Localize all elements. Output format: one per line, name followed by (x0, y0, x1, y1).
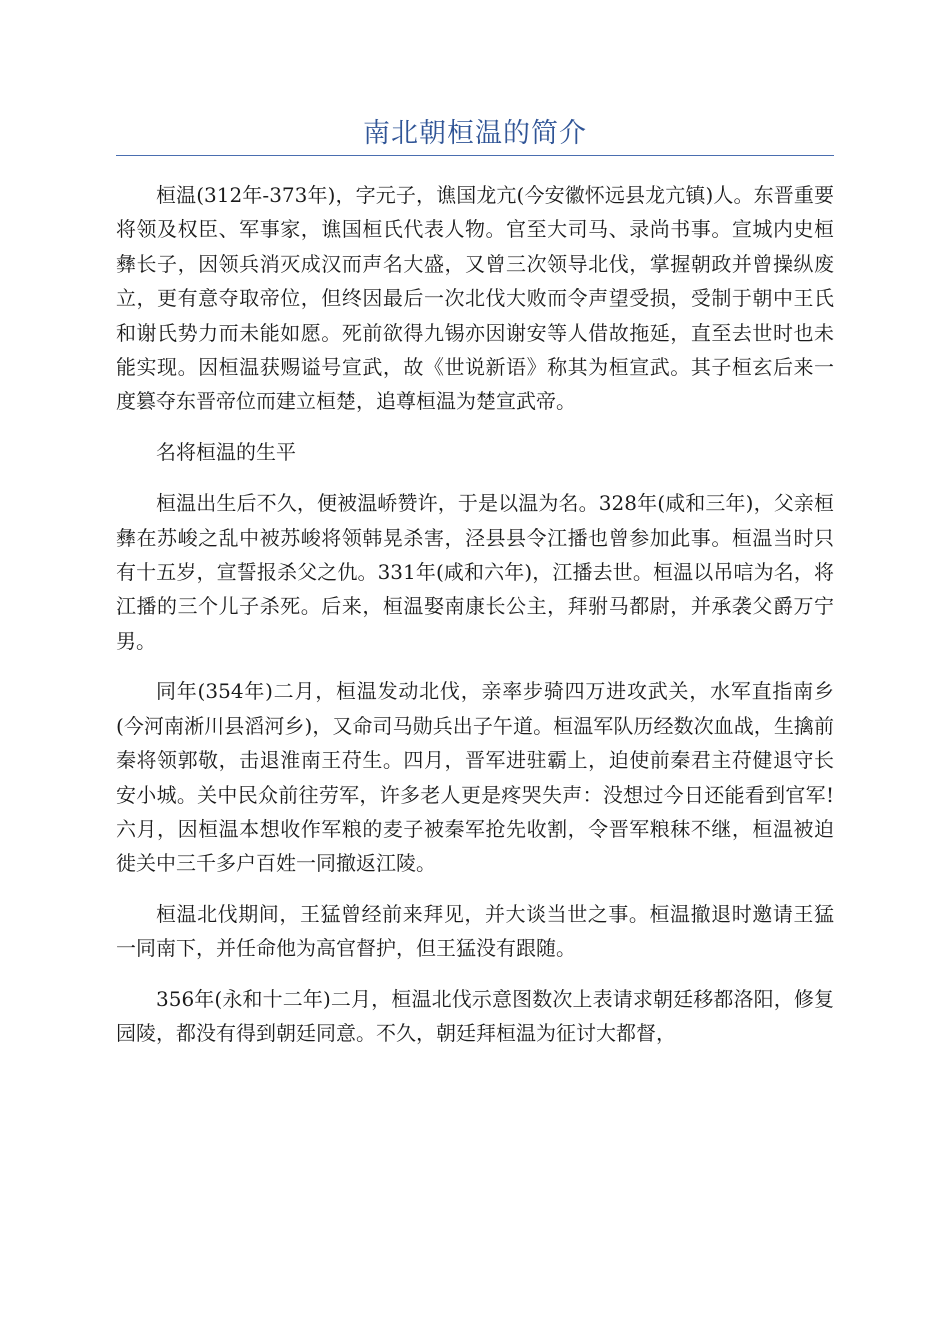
document-page (116, 0, 834, 1066)
title-underline (116, 155, 834, 156)
document-title: 南北朝桓温的简介 (363, 118, 587, 149)
paragraph-early-life: 桓温出生后不久，便被温峤赞许，于是以温为名。328年(咸和三年)，父亲桓彝在苏峻之乱中被苏峻将领韩晃杀害，泾县县令江播也曾参加此事。桓温当时只有十五岁，宣誓报杀父之仇。331年(咸和六年)，江播去世。桓温以吊唁为名，将江播的三个儿子杀死。后来，桓温娶南康长公主，拜驸马都尉，并承袭父爵万宁男。 (116, 491, 834, 653)
paragraph-intro: 桓温(312年-373年)，字元子，谯国龙亢(今安徽怀远县龙亢镇)人。东晋重要将领及权臣、军事家，谯国桓氏代表人物。官至大司马、录尚书事。宣城内史桓彝长子，因领兵消灭成汉而声名大盛，又曾三次领导北伐，掌握朝政并曾操纵废立，更有意夺取帝位，但终因最后一次北伐大败而令声望受损，受制于朝中王氏和谢氏势力而未能如愿。死前欲得九锡亦因谢安等人借故拖延，直至去世时也未能实现。因桓温获赐谥号宣武，故《世说新语》称其为桓宣武。其子桓玄后来一度篡夺东晋帝位而建立桓楚，追尊桓温为楚宣武帝。 (116, 183, 834, 414)
paragraph-wang-meng: 桓温北伐期间，王猛曾经前来拜见，并大谈当世之事。桓温撤退时邀请王猛一同南下，并任命他为高官督护，但王猛没有跟随。 (116, 901, 834, 961)
paragraph-northern-expedition: 同年(354年)二月，桓温发动北伐，亲率步骑四万进攻武关，水军直指南乡(今河南淅川县滔河乡)，又命司马勋兵出子午道。桓温军队历经数次血战，生擒前秦将领郭敬，击退淮南王苻生。四月，晋军进驻霸上，迫使前秦君主苻健退守长安小城。关中民众前往劳军，许多老人更是疼哭失声：没想过今日还能看到官军!六月，因桓温本想收作军粮的麦子被秦军抢先收割，令晋军粮秣不继，桓温被迫徙关中三千多户百姓一同撤返江陵。 (116, 679, 834, 876)
paragraph-relocation-request: 356年(永和十二年)二月，桓温北伐示意图数次上表请求朝廷移都洛阳，修复园陵，都没有得到朝廷同意。不久，朝廷拜桓温为征讨大都督， (116, 986, 834, 1045)
section-heading-life: 名将桓温的生平 (156, 439, 296, 464)
document-body (116, 178, 834, 1050)
